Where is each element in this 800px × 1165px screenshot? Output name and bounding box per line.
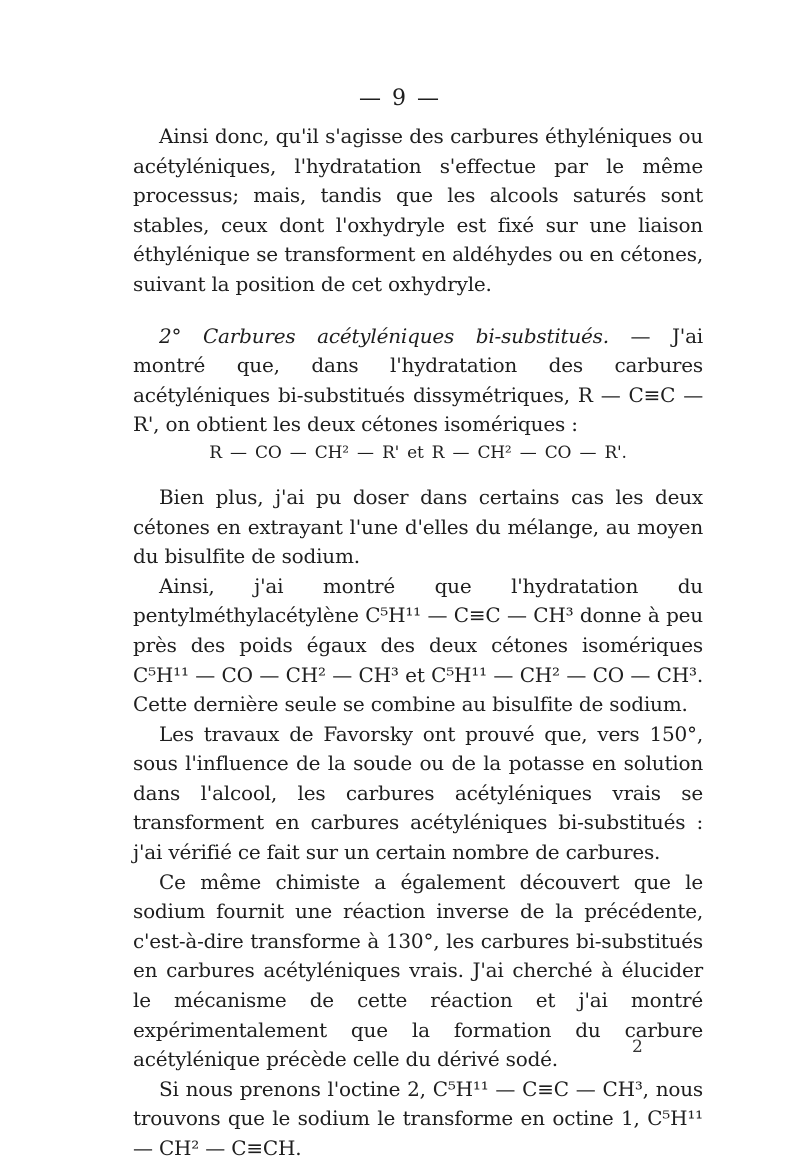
paragraph-favorsky: Les travaux de Favorsky ont prouvé que, vers 150°, sous l'influence de la soude ou de la potasse en solution dans l'alcool, les carbures acétyléniques vrais se transforment en carbures acétyléniques bi-substitués : j'ai vérifié ce fait sur un certain nombre de carbures. [133,721,703,865]
paragraph-bisubstituted [133,322,703,440]
paragraph-pentylmethylacetylene: Ainsi, j'ai montré que l'hydratation du pentylméthylacétylène C⁵H¹¹ — C≡C — CH³ donne à peu près des poids égaux des deux cétones isomériques C⁵H¹¹ — CO — CH² — CH³ et C⁵H¹¹ — CH² — CO — CH³. Cette dernière seule se combine au bisulfite de sodium. [133,573,703,717]
paragraph-hydration-process: Ainsi donc, qu'il s'agisse des carbures éthyléniques ou acétyléniques, l'hydratation s'effectue par le même processus; mais, tandis que les alcools saturés sont stables, ceux dont l'oxhydryle est fixé sur une liaison éthylénique se transforment en aldéhydes ou en cétones, suivant la position de cet oxhydryle. [133,124,703,296]
body-text [133,122,703,1164]
formula-separator: et [407,442,424,463]
signature-mark: 2 [632,1037,643,1057]
page-number: — 9 — [359,86,441,111]
paragraph-bisubstituted-text: — J'ai montré que, dans l'hydratation des carbures acétyléniques bi-substitués dissymétriques, R — C≡C — R', on obtient les deux cétones isomériques : [133,323,703,437]
ketone-formulas [133,442,703,464]
section-heading: 2° Carbures acétyléniques bi-substitués. [159,323,609,348]
paragraph-bisulfite: Bien plus, j'ai pu doser dans certains cas les deux cétones en extrayant l'une d'elles du mélange, au moyen du bisulfite de sodium. [133,484,703,569]
formula-left: R — CO — CH² — R' [209,442,400,463]
formula-right: R — CH² — CO — R'. [431,442,627,463]
paragraph-sodium-reaction: Ce même chimiste a également découvert que le sodium fournit une réaction inverse de la précédente, c'est-à-dire transforme à 130°, les carbures bi-substitués en carbures acétyléniques vrais. J'ai cherché à élucider le mécanisme de cette réaction et j'ai montré expérimentalement que la formation du carbure acétylénique précède celle du dérivé sodé. [133,869,703,1072]
paragraph-octine: Si nous prenons l'octine 2, C⁵H¹¹ — C≡C — CH³, nous trouvons que le sodium le transforme en octine 1, C⁵H¹¹ — CH² — C≡CH. [133,1076,703,1160]
